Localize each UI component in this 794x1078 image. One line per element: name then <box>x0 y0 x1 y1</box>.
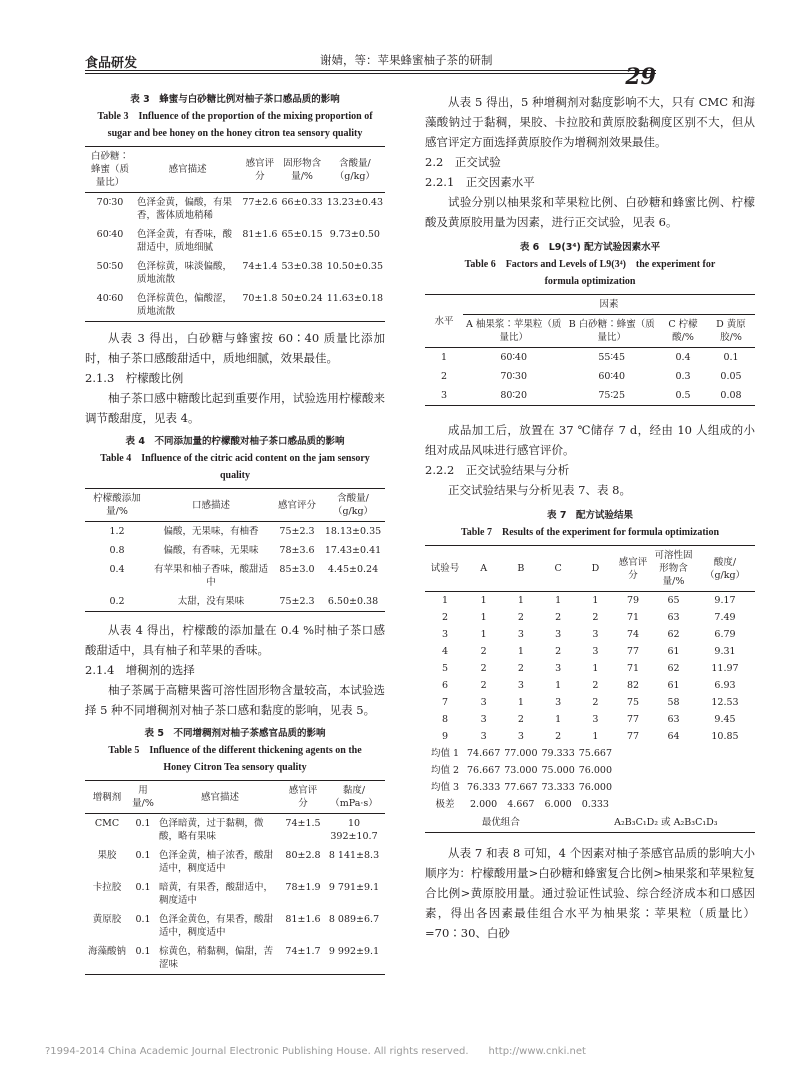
table-cell: 76.000 <box>578 782 612 793</box>
table-row <box>85 541 385 560</box>
table6-caption-en-line1: Table 6 Factors and Levels of L9(3⁴) the experiment for <box>464 259 716 270</box>
table-cell: 2 <box>480 646 487 657</box>
table-cell: 2 <box>555 612 562 623</box>
table-cell: 61 <box>667 646 680 657</box>
header-rule <box>85 70 656 71</box>
table-row <box>425 386 755 406</box>
table-cell: 2 <box>440 371 448 382</box>
table4-header: 柠檬酸添加量/% <box>85 489 149 522</box>
table-cell: 77 <box>626 714 640 725</box>
table-cell: 6 <box>441 680 449 691</box>
table-cell: 3 <box>555 697 562 708</box>
table-cell: 均值 1 <box>430 748 460 759</box>
table7-caption-en: Table 7 Results of the experiment for formula optimization <box>460 527 720 538</box>
table5-header: 增稠剂 <box>85 781 129 814</box>
table-cell: 果胶 <box>97 850 117 861</box>
table-cell: 6.93 <box>714 680 736 691</box>
table-cell: 9 <box>441 731 449 742</box>
table-cell: 2 <box>592 680 599 691</box>
table-cell: 1 <box>592 663 599 674</box>
table-cell: 3 <box>592 714 599 725</box>
paragraph: 正交试验结果与分析见表 7、表 8。 <box>448 483 631 497</box>
table-cell: 60∶40 <box>598 371 626 382</box>
table-cell: 太甜，没有果味 <box>149 592 273 612</box>
table-cell: 8 141±8.3 <box>328 850 380 861</box>
table7-header: 感官评分 <box>614 546 652 592</box>
table-cell: 66±0.33 <box>281 197 323 208</box>
table-cell: 81±1.6 <box>242 229 278 240</box>
copyright-footer: ?1994-2014 China Academic Journal Electronic Publishing House. All rights reserved. http://www.cnki.net <box>45 1046 586 1057</box>
table-cell: 53±0.38 <box>281 261 323 272</box>
table-cell: 2 <box>592 697 599 708</box>
table-row <box>425 592 755 610</box>
table-row-optimal <box>425 813 755 833</box>
table-cell: 色泽金黄，有香味，酸甜适中，质地细腻 <box>137 229 233 253</box>
table-cell: 78±1.9 <box>285 882 321 893</box>
table-cell: 色泽暗黄，过于黏稠，微酸，略有果味 <box>159 818 264 842</box>
table3-header: 含酸量/（g/kg） <box>325 147 385 193</box>
table5 <box>85 780 385 975</box>
table7-header: B <box>502 546 539 592</box>
table-cell: 77.667 <box>504 782 538 793</box>
table-cell: 77 <box>626 731 640 742</box>
table-cell: 9.73±0.50 <box>329 229 380 240</box>
table-cell: 7 <box>441 697 449 708</box>
table-row <box>425 643 755 660</box>
table5-header: 黏度/（mPa·s） <box>323 781 385 814</box>
table4-header: 口感描述 <box>149 489 273 522</box>
table-cell: 75±2.3 <box>279 526 315 537</box>
section-heading: 2.1.3 柠檬酸比例 <box>85 371 184 385</box>
table-cell: 3 <box>555 663 562 674</box>
table-cell: 60∶40 <box>96 229 124 240</box>
table3-caption-en <box>85 108 385 142</box>
table-cell: 10 392±10.7 <box>330 818 378 842</box>
section-heading: 2.2 正交试验 <box>425 155 501 169</box>
table-cell: 黄原胶 <box>92 914 122 925</box>
table-cell: 40∶60 <box>85 289 135 322</box>
table5-header: 用量/% <box>129 781 157 814</box>
table-cell: 82 <box>626 680 640 691</box>
table-cell: 3 <box>425 386 463 406</box>
table-cell: 17.43±0.41 <box>324 545 382 556</box>
table7-header: 酸度/（g/kg） <box>695 546 755 592</box>
table-cell: 1 <box>555 595 562 606</box>
table-row <box>425 728 755 745</box>
table6 <box>425 294 755 406</box>
table7-header: A <box>465 546 502 592</box>
table-cell: 75.667 <box>578 748 612 759</box>
table-cell: 65 <box>667 595 680 606</box>
table-cell: 3 <box>517 731 524 742</box>
table-cell: 海藻酸钠 <box>85 942 129 975</box>
paragraph: 柚子茶属于高糖果酱可溶性固形物含量较高，本试验选择 5 种不同增稠剂对柚子茶口感和黏度的影响，见表 5。 <box>85 683 385 717</box>
table-cell: 65±0.15 <box>281 229 323 240</box>
table-cell: 9.17 <box>714 595 736 606</box>
table-row <box>85 878 385 910</box>
table-cell: 0.4 <box>675 352 691 363</box>
table-cell: 1 <box>517 646 524 657</box>
optimal-label: 最优组合 <box>425 813 577 833</box>
paragraph: 从表 3 得出，白砂糖与蜂蜜按 60∶40 质量比添加时，柚子茶口感酸甜适中，质地细腻，效果最佳。 <box>85 331 385 365</box>
table6-caption-cn: 表 6 L9(3⁴) 配方试验因素水平 <box>519 242 661 253</box>
table-cell: 64 <box>667 731 680 742</box>
table-cell: 2 <box>517 612 524 623</box>
table-cell: 2 <box>555 731 562 742</box>
table-cell: 0.333 <box>581 799 609 810</box>
paragraph: 成品加工后，放置在 37 ℃储存 7 d，经由 10 人组成的小组对成品风味进行感官评价。 <box>425 423 755 457</box>
table-row <box>85 560 385 592</box>
table-cell: 85±3.0 <box>279 564 315 575</box>
table-cell: 3 <box>480 731 487 742</box>
table-row <box>85 225 385 257</box>
table-row <box>85 910 385 942</box>
table-row <box>425 348 755 368</box>
table-cell: 1 <box>480 629 487 640</box>
table-cell: 4 <box>441 646 449 657</box>
table-cell: 3 <box>441 629 449 640</box>
table-cell: 12.53 <box>711 697 739 708</box>
table-cell: 70±1.8 <box>240 289 279 322</box>
table7-header: 试验号 <box>425 546 465 592</box>
table-cell: 1 <box>555 714 562 725</box>
table-cell: 0.05 <box>720 371 742 382</box>
table-cell: 76.333 <box>467 782 501 793</box>
table-cell: 0.1 <box>135 882 151 893</box>
table4-caption-cn: 表 4 不同添加量的柠檬酸对柚子茶口感品质的影响 <box>125 436 345 447</box>
table5-caption-cn: 表 5 不同增稠剂对柚子茶感官品质的影响 <box>144 728 326 739</box>
paragraph: 从表 4 得出，柠檬酸的添加量在 0.4 %时柚子茶口感酸甜适中，具有柚子和苹果的香味。 <box>85 623 385 657</box>
table6-header: 水平 <box>425 295 463 348</box>
table-cell: 1.2 <box>109 526 125 537</box>
table-cell: 2 <box>517 663 524 674</box>
table-cell-empty <box>614 745 755 762</box>
table-cell: 74.667 <box>467 748 501 759</box>
table-cell: 73.333 <box>541 782 575 793</box>
table-cell: 暗黄，有果香，酸甜适中，稠度适中 <box>159 882 274 906</box>
table-cell: 78±3.6 <box>279 545 315 556</box>
table-cell: 2 <box>592 612 599 623</box>
table3-header: 感官评分 <box>240 147 279 193</box>
table-cell: 5 <box>441 663 449 674</box>
paragraph: 从表 7 和表 8 可知，4 个因素对柚子茶感官品质的影响大小顺序为：柠檬酸用量>白砂糖和蜂蜜复合比例>柚果浆和苹果粒复合比例>黄原胶用量。通过验证性试验、综合经济成本和口感因素，得出各因素最佳组合水平为柚果浆∶苹果粒（质量比）=70∶30、白砂 <box>425 846 755 940</box>
table-cell: 3 <box>517 629 524 640</box>
table-cell: 74 <box>626 629 640 640</box>
table-cell: 棕黄色，稍黏稠，偏甜，苦涩味 <box>157 942 283 975</box>
table-cell: 10.50±0.35 <box>326 261 383 272</box>
table-cell: 11.63±0.18 <box>325 289 385 322</box>
table-stat-row <box>425 779 755 796</box>
table-stat-row <box>425 745 755 762</box>
table-row <box>85 257 385 289</box>
table7-body <box>425 592 755 833</box>
table5-caption-en-line2: Honey Citron Tea sensory quality <box>163 762 307 773</box>
table-cell: 0.1 <box>723 352 739 363</box>
table-cell: 偏酸，无果味，有柚香 <box>163 526 259 537</box>
paragraph: 从表 5 得出，5 种增稠剂对黏度影响不大，只有 CMC 和海藻酸钠过于黏稠，果胶、卡拉胶和黄原胶黏稠度区别不大，但从感官评定方面选择黄原胶作为增稠剂效果最佳。 <box>425 95 755 149</box>
table-cell: 0.5 <box>659 386 707 406</box>
table-cell: 0.1 <box>129 942 157 975</box>
table-cell: 1 <box>480 612 487 623</box>
table3-header: 固形物含量/% <box>279 147 324 193</box>
table-cell: 3 <box>592 629 599 640</box>
table-cell: 70∶30 <box>96 197 124 208</box>
table-cell: 81±1.6 <box>285 914 321 925</box>
table-row <box>425 660 755 677</box>
table-cell: 8 <box>441 714 449 725</box>
table-row <box>85 193 385 226</box>
table-row <box>425 677 755 694</box>
table-cell: 75±2.3 <box>273 592 321 612</box>
table-cell: 色泽棕黄，味淡偏酸，质地流散 <box>137 261 233 285</box>
table-cell: 75.000 <box>541 765 575 776</box>
table-cell: 11.97 <box>711 663 739 674</box>
table-cell: 79 <box>626 595 640 606</box>
table6-header: C 柠檬酸/% <box>659 315 707 348</box>
table-cell: 50∶50 <box>96 261 124 272</box>
table-cell: 9 992±9.1 <box>323 942 385 975</box>
table-cell: 均值 3 <box>430 782 460 793</box>
table-cell: 2 <box>441 612 449 623</box>
table4-caption-en-line1: Table 4 Influence of the citric acid content on the jam sensory <box>100 453 370 464</box>
table6-group-header: 因素 <box>463 295 755 315</box>
table4 <box>85 488 385 612</box>
table-cell: 75 <box>626 697 640 708</box>
table-cell: 2 <box>480 663 487 674</box>
table-cell: 2.000 <box>470 799 498 810</box>
table-row <box>85 522 385 542</box>
table-cell: 1 <box>441 595 449 606</box>
table-cell: 0.1 <box>135 850 151 861</box>
table-cell: 卡拉胶 <box>92 882 122 893</box>
table6-header: D 黄原胶/% <box>707 315 755 348</box>
table-cell: 0.3 <box>675 371 691 382</box>
table-cell: 9 791±9.1 <box>328 882 380 893</box>
table-cell: 76.000 <box>578 765 612 776</box>
table-cell: 77.000 <box>504 748 538 759</box>
table5-header: 感官描述 <box>157 781 283 814</box>
table-cell: 8 089±6.7 <box>328 914 380 925</box>
table-cell: 3 <box>592 646 599 657</box>
section-heading: 2.1.4 增稠剂的选择 <box>85 663 195 677</box>
table-cell: 1 <box>555 680 562 691</box>
table-cell: 58 <box>667 697 680 708</box>
table3-header: 白砂糖∶蜂蜜（质量比） <box>85 147 135 193</box>
table-row <box>425 694 755 711</box>
table-cell: 61 <box>667 680 680 691</box>
table-cell: 80±2.8 <box>285 850 321 861</box>
table-cell: 18.13±0.35 <box>324 526 382 537</box>
section-heading: 2.2.1 正交因素水平 <box>425 175 535 189</box>
table-cell: 70∶30 <box>500 371 528 382</box>
optimal-value: A₂B₃C₁D₂ 或 A₂B₃C₁D₃ <box>577 813 755 833</box>
table-cell: 62 <box>667 663 680 674</box>
page-number: 29 <box>625 64 656 90</box>
section-heading: 2.2.2 正交试验结果与分析 <box>425 463 570 477</box>
table3-caption-en-line2: sugar and bee honey on the honey citron tea sensory quality <box>107 128 363 139</box>
table-cell: 1 <box>517 697 524 708</box>
table-cell: 77 <box>626 646 640 657</box>
table7 <box>425 545 755 833</box>
table-cell: 色泽金黄，偏酸，有果香，酱体质地稍稀 <box>137 197 233 221</box>
table-cell: 4.667 <box>507 799 535 810</box>
table-row <box>85 592 385 612</box>
table-stat-row <box>425 762 755 779</box>
table4-header: 感官评分 <box>273 489 321 522</box>
table-row <box>425 626 755 643</box>
table-row <box>85 846 385 878</box>
table-cell: 6.79 <box>714 629 736 640</box>
table-cell: 0.08 <box>707 386 755 406</box>
table-cell: 1 <box>440 352 448 363</box>
table-cell: 77±2.6 <box>242 197 278 208</box>
table6-caption-en <box>425 256 755 290</box>
table-cell: 75∶25 <box>564 386 659 406</box>
table-cell-empty <box>614 796 755 813</box>
table-cell: 3 <box>480 714 487 725</box>
table-cell: 63 <box>667 714 680 725</box>
table-cell: 71 <box>626 612 640 623</box>
table-cell: 71 <box>626 663 640 674</box>
table4-caption-en-line2: quality <box>219 470 250 481</box>
table-cell: CMC <box>94 818 120 829</box>
paragraph: 柚子茶口感中糖酸比起到重要作用，试验选用柠檬酸来调节酸甜度，见表 4。 <box>85 391 385 425</box>
table-cell: 76.667 <box>467 765 501 776</box>
table-cell-empty <box>614 779 755 796</box>
table3-caption-cn: 表 3 蜂蜜与白砂糖比例对柚子茶口感品质的影响 <box>130 94 340 105</box>
table-cell-empty <box>614 762 755 779</box>
table-cell: 2 <box>480 680 487 691</box>
table-cell: 6.50±0.38 <box>321 592 385 612</box>
table6-header: B 白砂糖∶蜂蜜（质量比） <box>564 315 659 348</box>
table-cell: 9.31 <box>714 646 736 657</box>
table-cell: 9.45 <box>714 714 736 725</box>
table-cell: 0.4 <box>109 564 125 575</box>
table-cell: 3 <box>517 680 524 691</box>
table-cell: 1 <box>592 595 599 606</box>
table-cell: 74±1.4 <box>242 261 278 272</box>
header-rule-thin <box>85 73 656 74</box>
running-title: 谢婧，等：苹果蜂蜜柚子茶的研制 <box>320 53 493 67</box>
table-cell: 73.000 <box>504 765 538 776</box>
table-cell: 1 <box>480 595 487 606</box>
table-cell: 极差 <box>435 799 455 810</box>
table-cell: 色泽金黄色，有果香，酸甜适中，稠度适中 <box>159 914 274 938</box>
table-cell: 色泽棕黄色，偏酸涩，质地流散 <box>135 289 240 322</box>
table6-header: A 柚果浆∶苹果粒（质量比） <box>463 315 564 348</box>
left-column <box>85 92 385 975</box>
table-cell: 63 <box>667 612 680 623</box>
table5-caption-en <box>85 742 385 776</box>
table-cell: 2 <box>555 646 562 657</box>
table7-caption-cn: 表 7 配方试验结果 <box>547 510 633 521</box>
table-cell: 2 <box>517 714 524 725</box>
table7-header: 可溶性固形物含量/% <box>652 546 695 592</box>
table-cell: 4.45±0.24 <box>327 564 379 575</box>
table-cell: 10.85 <box>711 731 739 742</box>
table-row <box>85 942 385 975</box>
table4-caption-en <box>85 450 385 484</box>
table-row <box>425 609 755 626</box>
table-cell: 1 <box>517 595 524 606</box>
table3-header: 感官描述 <box>135 147 240 193</box>
table5-header: 感官评分 <box>283 781 323 814</box>
table-cell: 0.1 <box>135 818 151 829</box>
table-cell: 均值 2 <box>430 765 460 776</box>
table-cell: 色泽金黄，柚子浓香，酸甜适中，稠度适中 <box>159 850 274 874</box>
table-cell: 偏酸，有香味，无果味 <box>163 545 259 556</box>
table-cell: 6.000 <box>544 799 572 810</box>
table5-caption-en-line1: Table 5 Influence of the different thickening agents on the <box>108 745 362 756</box>
table6-caption-en-line2: formula optimization <box>544 276 636 287</box>
table7-header: D <box>577 546 614 592</box>
table-row <box>425 711 755 728</box>
table-row <box>85 289 385 322</box>
table-cell: 50±0.24 <box>279 289 324 322</box>
table-row <box>425 367 755 386</box>
table4-header: 含酸量/（g/kg） <box>321 489 385 522</box>
table-cell: 7.49 <box>714 612 736 623</box>
table-cell: 80∶20 <box>463 386 564 406</box>
table-stat-row <box>425 796 755 813</box>
journal-name: 食品研发 <box>85 56 138 71</box>
right-column <box>425 92 755 943</box>
table3 <box>85 146 385 322</box>
table-cell: 74±1.7 <box>283 942 323 975</box>
table-cell: 0.8 <box>109 545 125 556</box>
table-cell: 13.23±0.43 <box>326 197 383 208</box>
table-cell: 3 <box>480 697 487 708</box>
table-row <box>85 814 385 847</box>
table7-header: C <box>540 546 577 592</box>
table-cell: 1 <box>592 731 599 742</box>
table3-caption-en-line1: Table 3 Influence of the proportion of the mixing proportion of <box>97 111 373 122</box>
paragraph: 试验分别以柚果浆和苹果粒比例、白砂糖和蜂蜜比例、柠檬酸及黄原胶用量为因素，进行正交试验，见表 6。 <box>425 195 755 229</box>
table-cell: 74±1.5 <box>285 818 321 829</box>
table-cell: 79.333 <box>541 748 575 759</box>
table-cell: 0.1 <box>135 914 151 925</box>
table-cell: 62 <box>667 629 680 640</box>
table-cell: 有苹果和柚子香味，酸甜适中 <box>153 564 268 588</box>
table-cell: 0.2 <box>85 592 149 612</box>
table-cell: 3 <box>555 629 562 640</box>
table-cell: 55∶45 <box>598 352 626 363</box>
table-cell: 60∶40 <box>500 352 528 363</box>
